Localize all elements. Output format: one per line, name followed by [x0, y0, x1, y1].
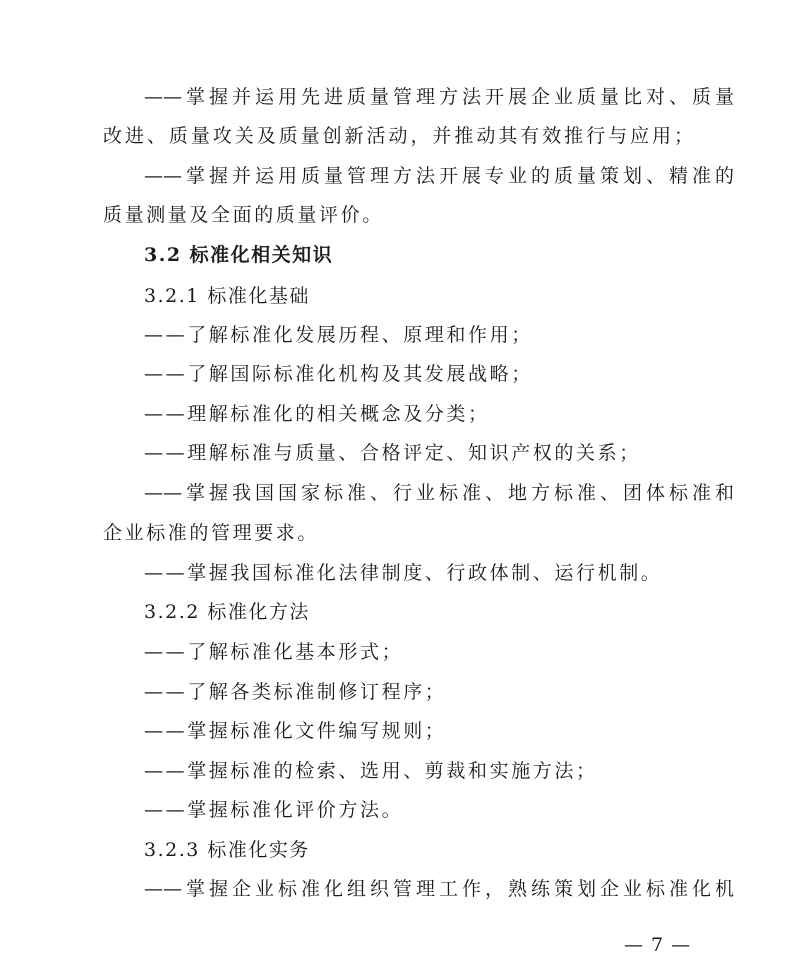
paragraph-line: ——掌握并运用质量管理方法开展专业的质量策划、精准的 — [144, 165, 734, 187]
paragraph-line: ——掌握并运用先进质量管理方法开展企业质量比对、质量 — [144, 86, 734, 108]
list-item: ——掌握标准化评价方法。 — [144, 799, 404, 821]
list-item: ——了解各类标准制修订程序； — [144, 681, 447, 703]
list-item: ——掌握标准的检索、选用、剪裁和实施方法； — [144, 760, 598, 782]
list-item-continuation: 企业标准的管理要求。 — [103, 522, 320, 544]
subsection-heading-3-2-2: 3.2.2 标准化方法 — [144, 601, 310, 623]
list-item: ——了解标准化发展历程、原理和作用； — [144, 324, 533, 346]
list-item: ——掌握我国标准化法律制度、行政体制、运行机制。 — [144, 562, 663, 584]
paragraph-line: 改进、质量攻关及质量创新活动，并推动其有效推行与应用； — [103, 125, 693, 147]
list-item: ——了解国际标准化机构及其发展战略； — [144, 363, 533, 385]
list-item: ——掌握标准化文件编写规则； — [144, 720, 447, 742]
list-item: ——理解标准化的相关概念及分类； — [144, 403, 490, 425]
page-number: — 7 — — [624, 934, 692, 956]
list-item: ——掌握企业标准化组织管理工作，熟练策划企业标准化机 — [144, 878, 734, 900]
section-heading-3-2: 3.2 标准化相关知识 — [144, 244, 334, 266]
subsection-heading-3-2-1: 3.2.1 标准化基础 — [144, 285, 310, 307]
subsection-heading-3-2-3: 3.2.3 标准化实务 — [144, 839, 310, 861]
list-item: ——了解标准化基本形式； — [144, 641, 404, 663]
list-item: ——掌握我国国家标准、行业标准、地方标准、团体标准和 — [144, 482, 734, 504]
paragraph-line: 质量测量及全面的质量评价。 — [103, 204, 384, 226]
list-item: ——理解标准与质量、合格评定、知识产权的关系； — [144, 442, 641, 464]
